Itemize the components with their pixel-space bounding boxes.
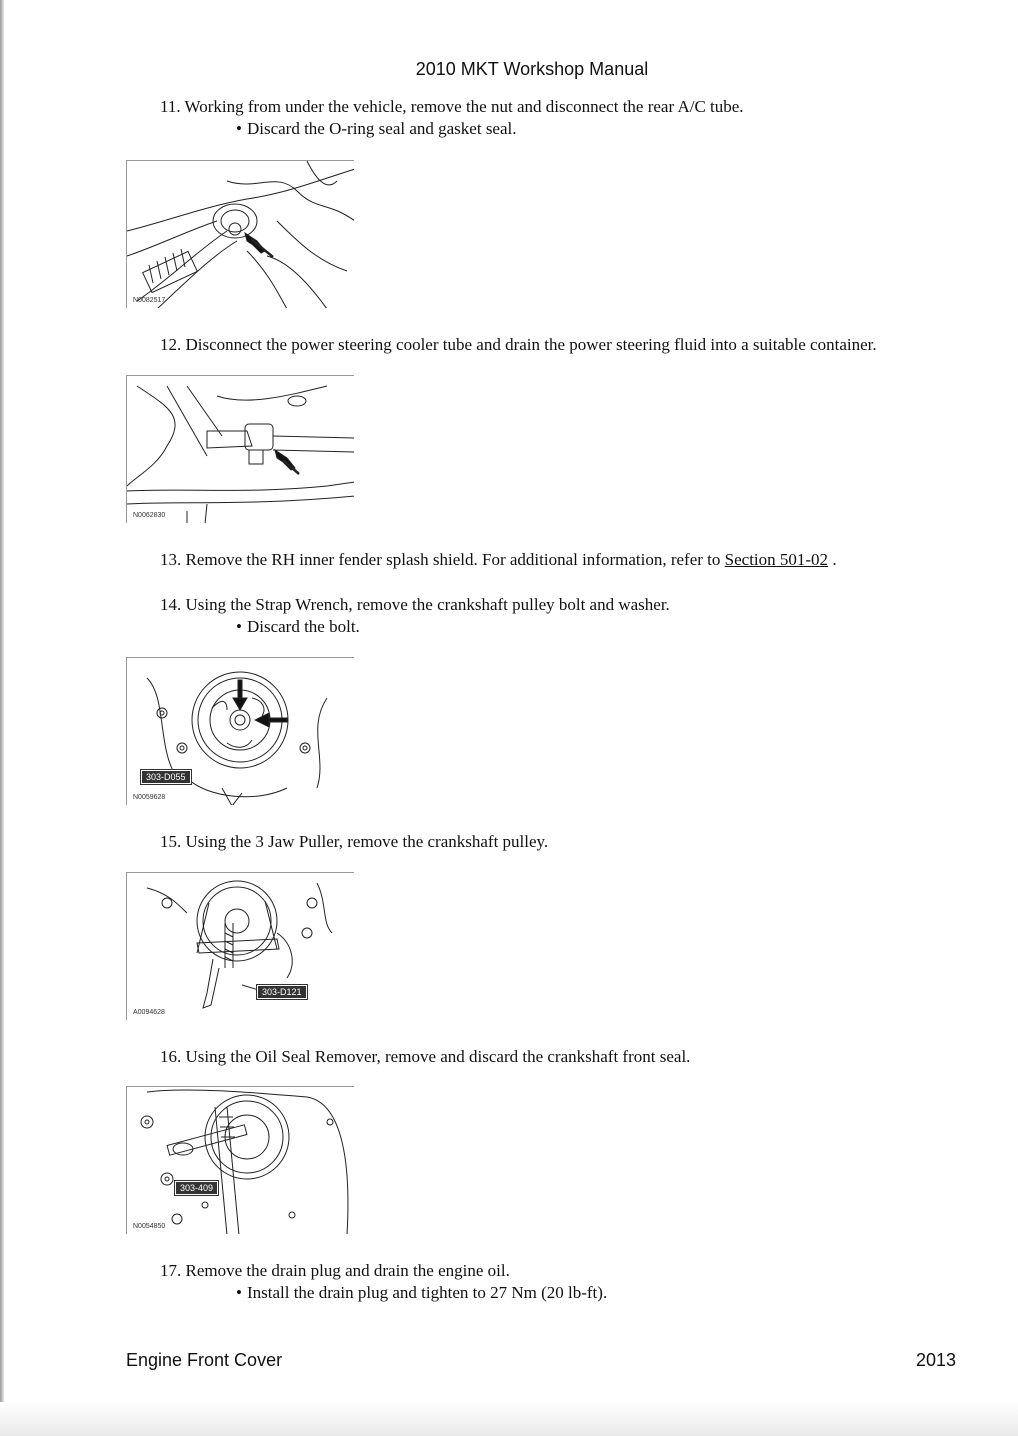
bullet-dot: •	[236, 1283, 242, 1302]
step-16: 16. Using the Oil Seal Remover, remove and discard the crankshaft front seal.	[160, 1047, 691, 1066]
figure-code: N0054850	[133, 1223, 166, 1230]
step-15: 15. Using the 3 Jaw Puller, remove the crankshaft pulley.	[160, 832, 549, 851]
tool-number-tag: 303-D121	[257, 985, 307, 999]
step-14-bullet	[236, 616, 360, 638]
manual-title: 2010 MKT Workshop Manual	[415, 59, 649, 79]
page-shadow	[0, 1402, 1018, 1436]
figure-oil-seal-remover	[126, 1086, 354, 1234]
page-edge	[0, 0, 4, 1436]
step-13-trailer: .	[828, 550, 837, 569]
figure-code: A0094628	[133, 1009, 165, 1016]
bullet-dot: •	[236, 119, 242, 138]
figure-code: N0082517	[133, 297, 166, 304]
figure-code: N0062830	[133, 512, 166, 519]
step-17-bullet-text: Install the drain plug and tighten to 27 Nm (20 lb-ft).	[246, 1283, 608, 1302]
step-12: 12. Disconnect the power steering cooler tube and drain the power steering fluid into a suitable container.	[160, 335, 877, 354]
step-11-bullet	[236, 118, 517, 140]
step-14: 14. Using the Strap Wrench, remove the crankshaft pulley bolt and washer.	[160, 595, 670, 614]
figure-power-steering-tube	[126, 375, 354, 523]
bullet-dot: •	[236, 617, 242, 636]
section-link[interactable]: Section 501-02	[724, 550, 829, 569]
step-11: 11. Working from under the vehicle, remove the nut and disconnect the rear A/C tube.	[160, 97, 744, 116]
figure-code: N0059628	[133, 794, 166, 801]
step-13	[160, 549, 837, 571]
figure-ac-tube	[126, 160, 354, 308]
step-11-bullet-text: Discard the O-ring seal and gasket seal.	[246, 119, 517, 138]
step-17: 17. Remove the drain plug and drain the engine oil.	[160, 1261, 510, 1280]
tool-number-tag: 303-D055	[141, 770, 191, 784]
footer-section-title: Engine Front Cover	[126, 1350, 283, 1370]
page-number: 2013	[915, 1350, 956, 1370]
step-13-text: 13. Remove the RH inner fender splash shield. For additional information, refer to	[160, 550, 725, 569]
figure-jaw-puller	[126, 872, 354, 1020]
step-17-bullet	[236, 1282, 607, 1304]
tool-number-tag: 303-409	[175, 1181, 218, 1195]
figure-crankshaft-bolt	[126, 657, 354, 805]
step-14-bullet-text: Discard the bolt.	[246, 617, 360, 636]
